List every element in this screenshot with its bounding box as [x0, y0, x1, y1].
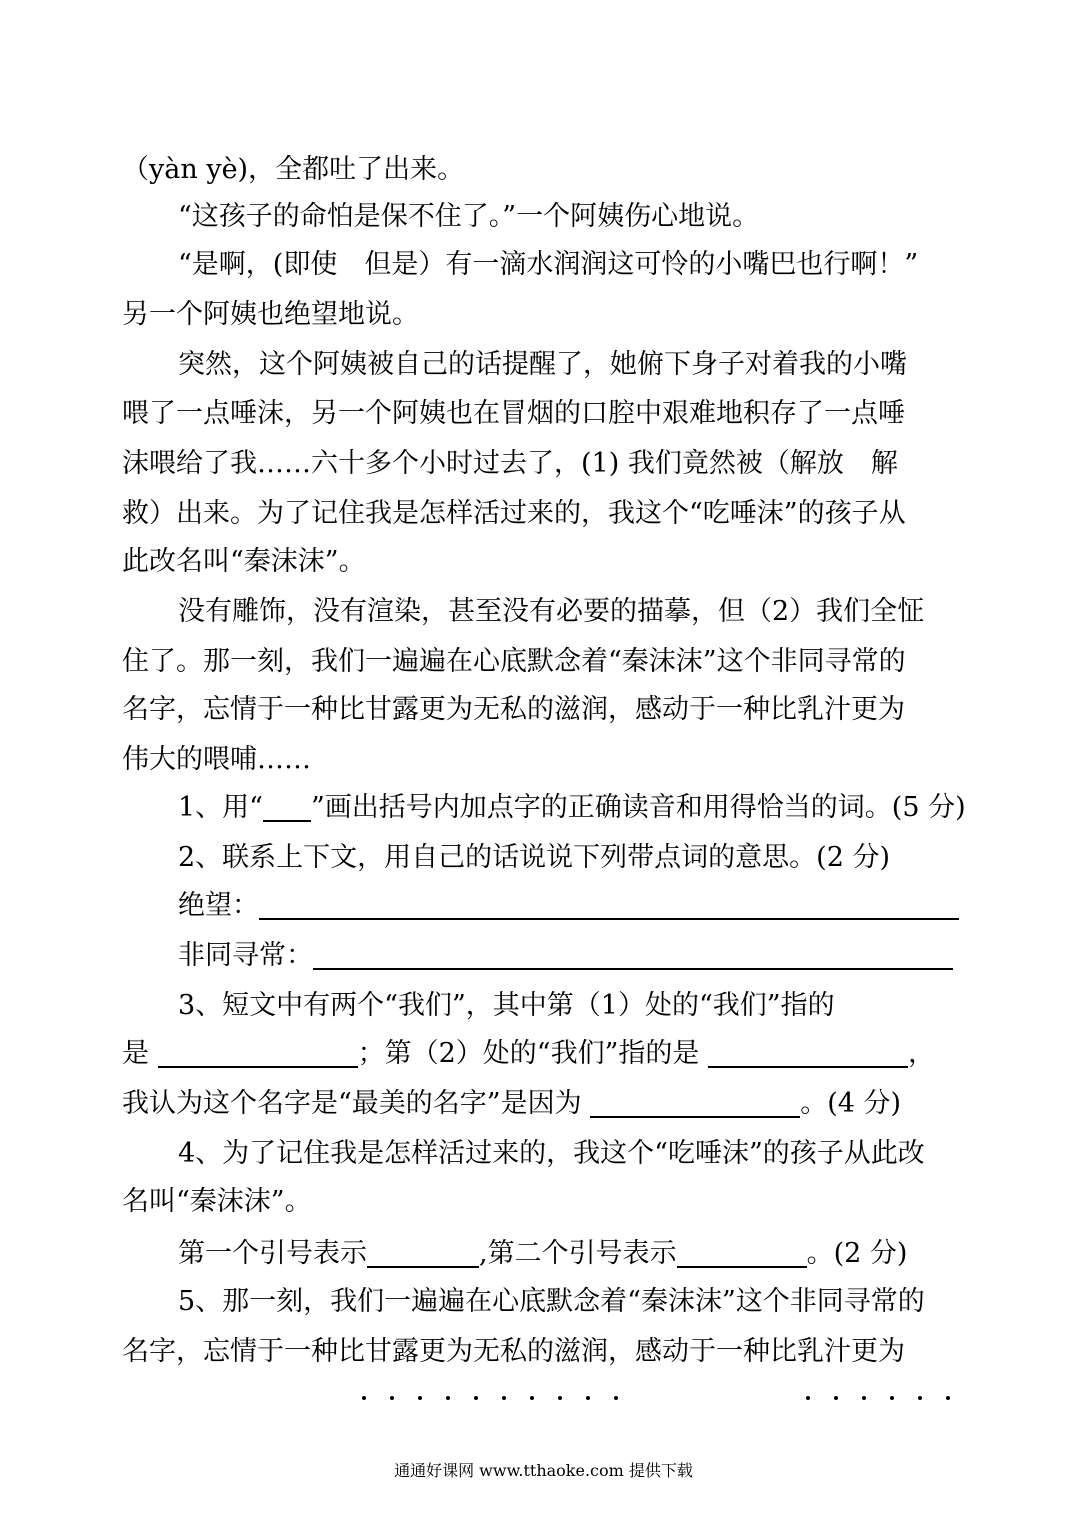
passage-line-8: 救）出来。为了记住我是怎样活过来的，我这个“吃唾沫”的孩子从 [122, 498, 906, 529]
passage-line-10: 没有雕饰，没有渲染，甚至没有必要的描摹，但（2）我们全怔 [178, 596, 925, 627]
question-3-text-b3: ， [907, 1038, 935, 1069]
question-2-item-1 [178, 886, 1087, 926]
question-2: 2、联系上下文，用自己的话说说下列带点词的意思。(2 分) [178, 842, 891, 873]
question-3: 3、短文中有两个“我们”，其中第（1）处的“我们”指的 [178, 990, 835, 1021]
question-3-text-b2: ；第（2）处的“我们”指的是 [357, 1038, 708, 1069]
answer-blank-q2-1[interactable] [259, 892, 959, 920]
passage-line-4: 另一个阿姨也绝望地说。 [122, 299, 419, 330]
passage-line-12: 名字，忘情于一种比甘露更为无私的滋润，感动于一种比乳汁更为 [122, 694, 905, 725]
passage-line-3: “是啊，(即使 但是）有一滴水润润这可怜的小嘴巴也行啊！” [178, 249, 919, 280]
question-3-text-c1: 我认为这个名字是“最美的名字”是因为 [122, 1088, 591, 1119]
answer-blank-q4-2[interactable] [677, 1240, 807, 1268]
question-4-line-3 [178, 1234, 1087, 1274]
answer-blank-q2-2[interactable] [313, 942, 953, 970]
passage-line-5: 突然，这个阿姨被自己的话提醒了，她俯下身子对着我的小嘴 [178, 349, 907, 380]
passage-line-6: 喂了一点唾沫，另一个阿姨也在冒烟的口腔中艰难地积存了一点唾 [122, 398, 905, 429]
answer-blank-q3-2[interactable] [708, 1040, 908, 1068]
question-2-item-2 [178, 936, 1087, 976]
question-1-underline-sample [263, 794, 311, 822]
question-4-text-c1: 第一个引号表示 [178, 1238, 367, 1269]
emphasis-dots [356, 1396, 976, 1406]
question-3-text-c2: 。(4 分) [800, 1088, 902, 1119]
passage-line-7: 沫喂给了我……六十多个小时过去了，(1) 我们竟然被（解放 解 [122, 448, 898, 479]
passage-line-9: 此改名叫“秦沫沫”。 [122, 546, 366, 577]
question-5-line-2: 名字，忘情于一种比甘露更为无私的滋润，感动于一种比乳汁更为 [122, 1336, 905, 1367]
question-4-line-2: 名叫“秦沫沫”。 [122, 1186, 312, 1217]
passage-line-11: 住了。那一刻，我们一遍遍在心底默念着“秦沫沫”这个非同寻常的 [122, 646, 906, 677]
question-2-word-1: 绝望： [178, 890, 259, 921]
answer-blank-q3-1[interactable] [158, 1040, 358, 1068]
question-3-text-b1: 是 [122, 1038, 158, 1069]
passage-line-1: （yàn yè)，全都吐了出来。 [122, 154, 465, 185]
answer-blank-q3-3[interactable] [590, 1090, 800, 1118]
footer-credit: 通通好课网 www.tthaoke.com 提供下载 [394, 1461, 693, 1480]
question-3-line-2 [122, 1034, 1087, 1074]
question-1-text-b: ”画出括号内加点字的正确读音和用得恰当的词。(5 分) [310, 792, 966, 823]
question-4-text-c2: ,第二个引号表示 [479, 1238, 677, 1269]
answer-blank-q4-1[interactable] [367, 1240, 479, 1268]
question-1 [178, 788, 1087, 828]
question-4: 4、为了记住我是怎样活过来的，我这个“吃唾沫”的孩子从此改 [178, 1138, 925, 1169]
question-2-word-2: 非同寻常： [178, 940, 313, 971]
question-4-text-c3: 。(2 分) [806, 1238, 908, 1269]
passage-line-2: “这孩子的命怕是保不住了。”一个阿姨伤心地说。 [178, 201, 760, 232]
passage-line-13: 伟大的喂哺…… [122, 744, 311, 775]
question-5: 5、那一刻，我们一遍遍在心底默念着“秦沫沫”这个非同寻常的 [178, 1286, 925, 1317]
question-1-text-a: 1、用“ [178, 792, 263, 823]
question-3-line-3 [122, 1084, 1087, 1124]
